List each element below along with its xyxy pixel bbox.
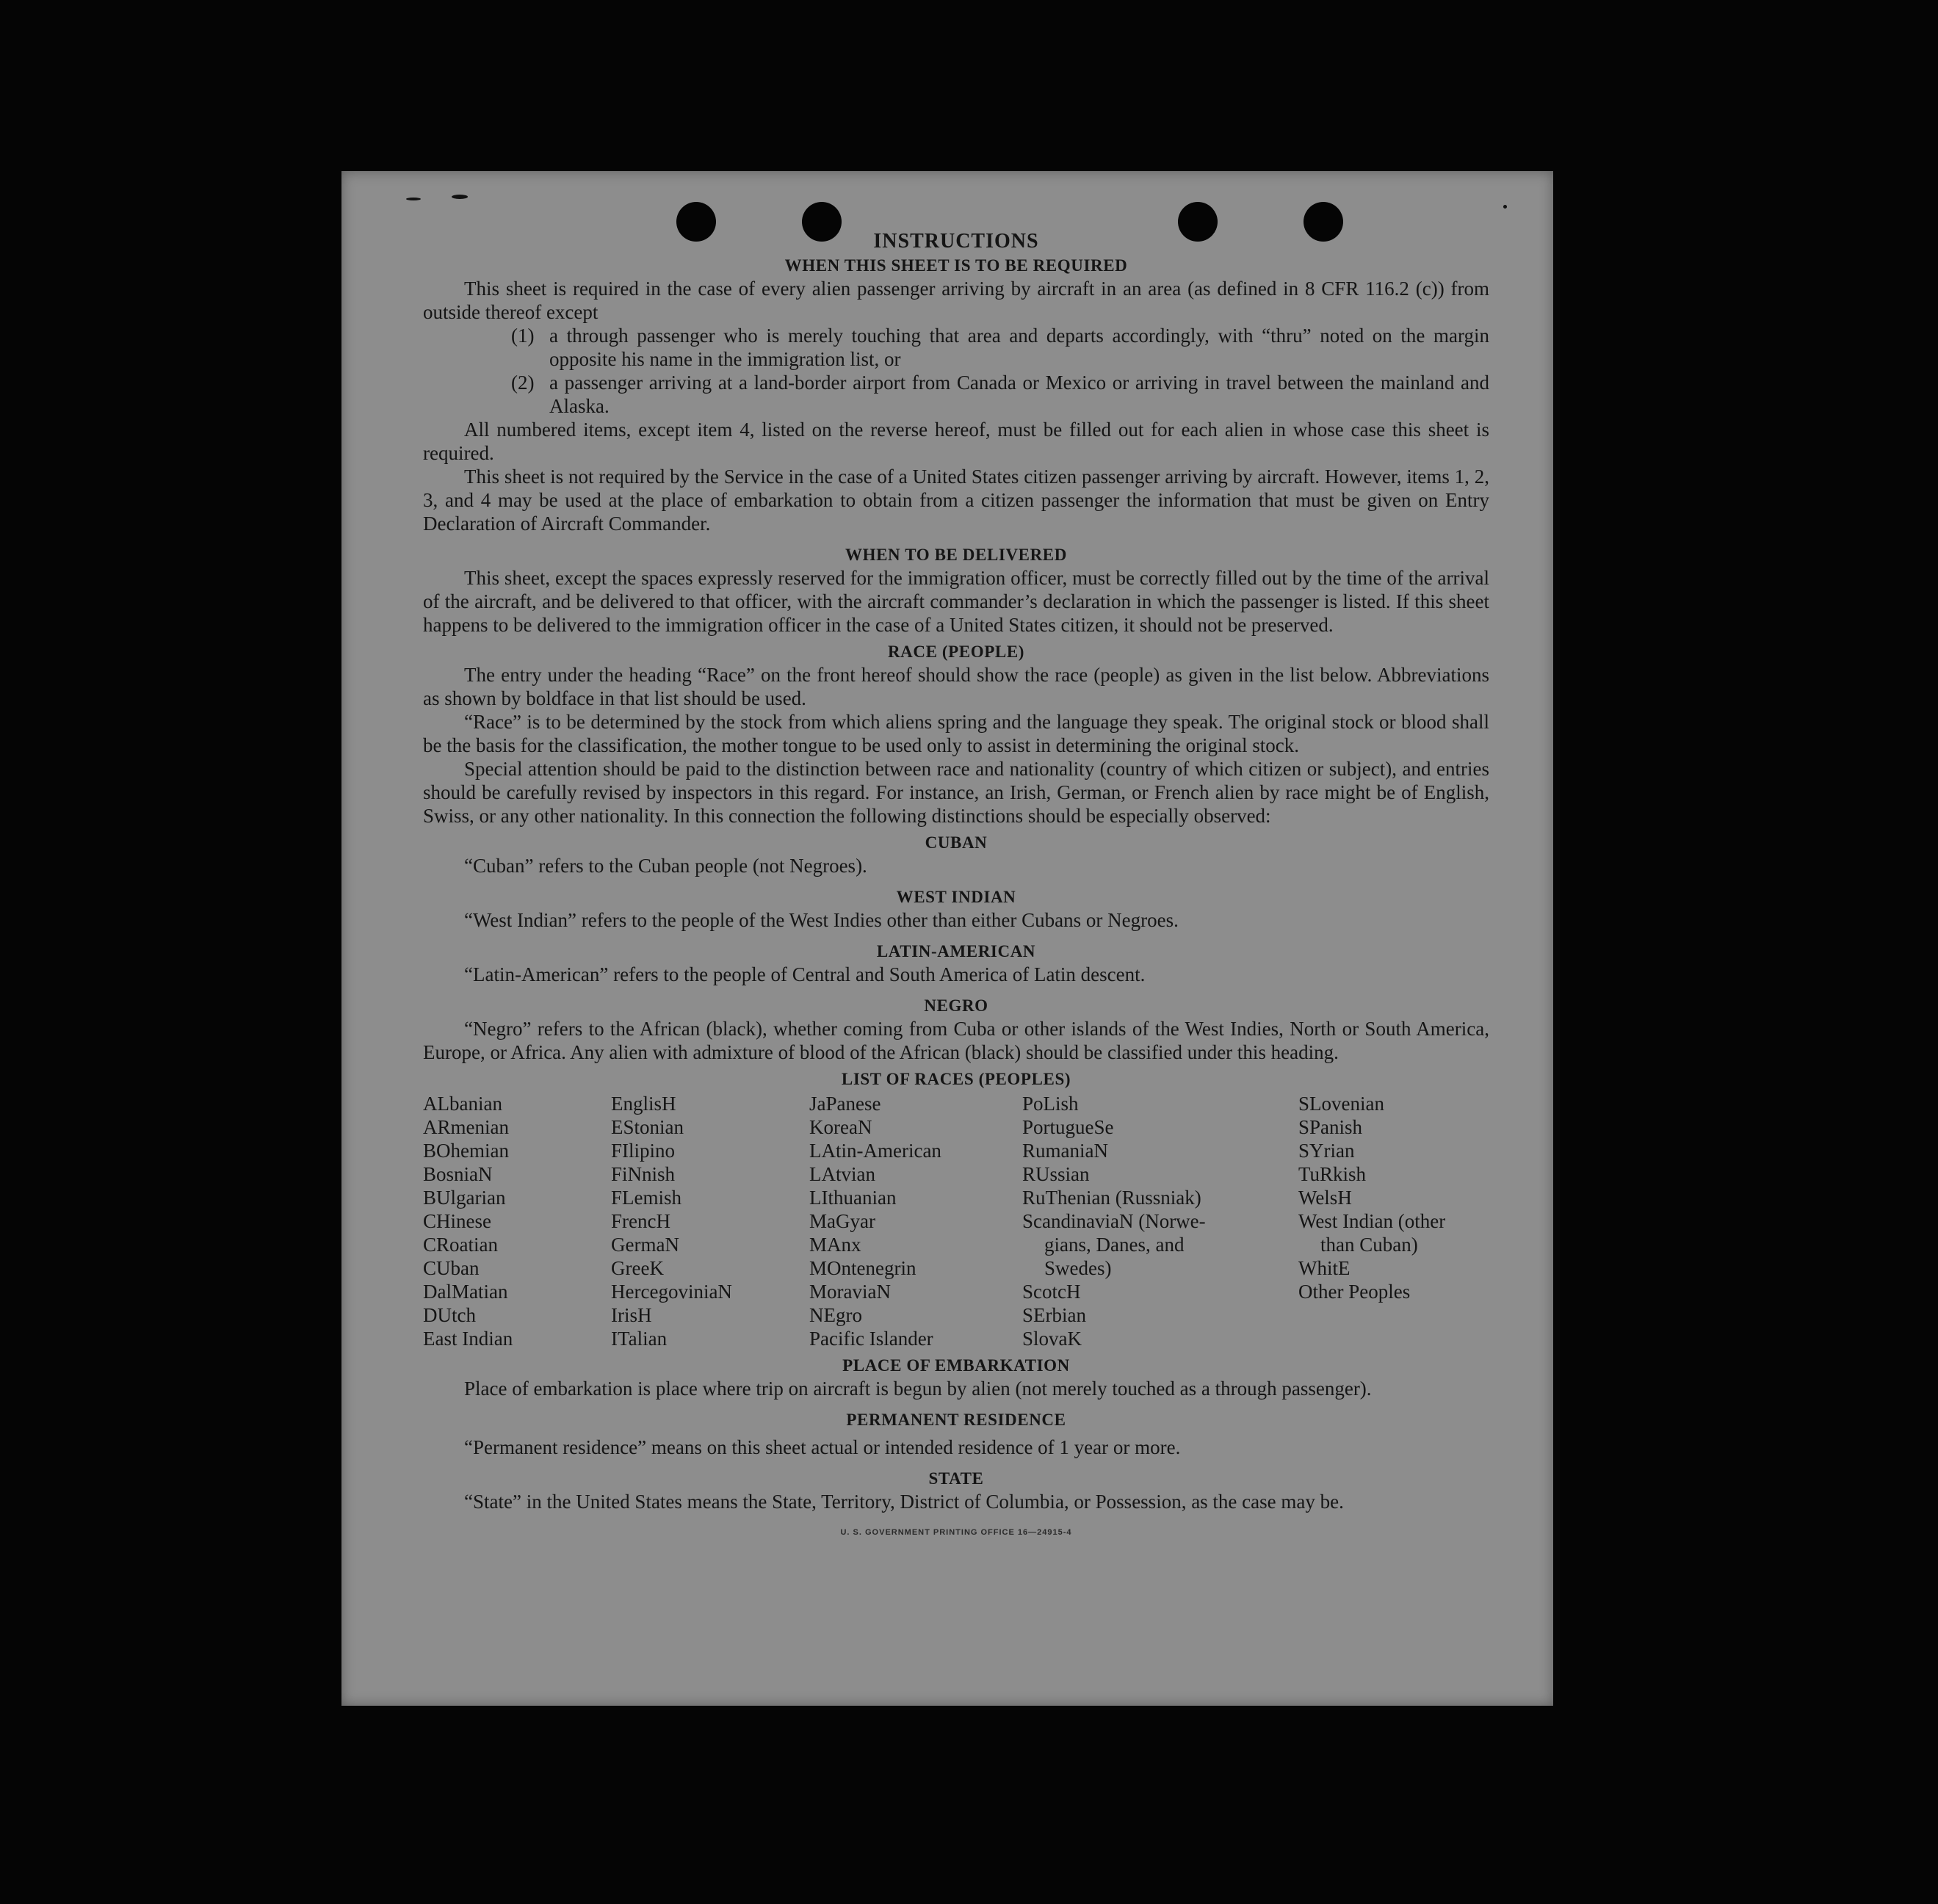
race-entry: CUban (423, 1257, 480, 1279)
paragraph: This sheet is required in the case of every alien passenger arriving by aircraft in an area (as defined in 8 CFR 116.2 (c)) from outside thereof except (423, 278, 1489, 323)
paragraph: Place of embarkation is place where trip on aircraft is begun by alien (not merely touched as a through passenger). (464, 1378, 1372, 1400)
race-entry: BUlgarian (423, 1187, 506, 1209)
race-entry: WelsH (1298, 1187, 1352, 1209)
race-entry: RUssian (1022, 1163, 1090, 1185)
race-entry: NEgro (809, 1304, 862, 1326)
race-entry: CRoatian (423, 1234, 498, 1256)
race-entry: WhitE (1298, 1257, 1351, 1279)
race-entry: LIthuanian (809, 1187, 897, 1209)
race-entry: ScotcH (1022, 1281, 1081, 1303)
paragraph: Special attention should be paid to the distinction between race and nationality (country of which citizen or subject), and entries should be carefully revised by inspectors in this regard. For instance, an Irish, German, or French alien by race might be of English, Swiss, or any other nationality. In this connection the following distinctions should be especially observed: (423, 758, 1489, 827)
heading-negro: NEGRO (924, 996, 988, 1015)
races-column (1298, 1092, 1489, 1350)
races-column (1022, 1092, 1298, 1350)
race-entry: CHinese (423, 1210, 491, 1232)
paragraph: This sheet is not required by the Service in the case of a United States citizen passenger arriving by aircraft. However, items 1, 2, 3, and 4 may be used at the place of embarkation to obtain from a citizen passenger the information that must be given on Entry Declaration of Aircraft Commander. (423, 466, 1489, 535)
race-entry: EStonian (611, 1116, 684, 1138)
ink-speck (406, 198, 421, 200)
heading-permanent-residence: PERMANENT RESIDENCE (846, 1411, 1066, 1429)
race-entry: ARmenian (423, 1116, 509, 1138)
race-entry: LAtin-American (809, 1140, 941, 1162)
heading-when-delivered: WHEN TO BE DELIVERED (845, 546, 1067, 564)
race-entry: MOntenegrin (809, 1257, 916, 1279)
document-sheet (341, 171, 1553, 1706)
race-entry: DalMatian (423, 1281, 508, 1303)
race-entry: HercegoviniaN (611, 1281, 732, 1303)
race-entry: ALbanian (423, 1093, 502, 1115)
race-entry: SLovenian (1298, 1093, 1384, 1115)
race-entry: LAtvian (809, 1163, 875, 1185)
race-entry: Swedes) (1044, 1257, 1112, 1279)
heading-when-required: WHEN THIS SHEET IS TO BE REQUIRED (784, 256, 1128, 275)
race-entry: ScandinaviaN (Norwe- (1022, 1210, 1206, 1232)
race-entry: West Indian (other (1298, 1210, 1446, 1232)
item-text: a through passenger who is merely touching that area and departs accordingly, with “thru” noted on the margin opposite his name in the immigration list, or (549, 325, 1489, 370)
paragraph: “State” in the United States means the State, Territory, District of Columbia, or Possession, as the case may be. (464, 1491, 1344, 1513)
race-entry: FIlipino (611, 1140, 676, 1162)
paragraph: All numbered items, except item 4, listed on the reverse hereof, must be filled out for each alien in whose case this sheet is required. (423, 419, 1489, 464)
paragraph: “Cuban” refers to the Cuban people (not Negroes). (464, 855, 867, 877)
paragraph: “Latin-American” refers to the people of Central and South America of Latin descent. (464, 963, 1146, 985)
paragraph: The entry under the heading “Race” on the front hereof should show the race (people) as given in the list below. Abbreviations as shown by boldface in that list should be used. (423, 664, 1489, 709)
paragraph: “Race” is to be determined by the stock from which aliens spring and the language they speak. The original stock or blood shall be the basis for the classification, the mother tongue to be used only to assist in determining the original stock. (423, 711, 1489, 756)
heading-cuban: CUBAN (925, 833, 988, 852)
race-entry: SErbian (1022, 1304, 1086, 1326)
races-column (809, 1092, 1022, 1350)
heading-race: RACE (PEOPLE) (887, 642, 1025, 661)
instructions-content (423, 228, 1489, 1544)
race-entry: RuThenian (Russniak) (1022, 1187, 1201, 1209)
race-entry: FrencH (611, 1210, 670, 1232)
race-entry: FiNnish (611, 1163, 676, 1185)
printer-imprint: U. S. GOVERNMENT PRINTING OFFICE 16—24915-4 (840, 1528, 1072, 1537)
race-entry: DUtch (423, 1304, 476, 1326)
race-entry: SlovaK (1022, 1328, 1082, 1350)
race-entry: MAnx (809, 1234, 861, 1256)
races-table (423, 1092, 1489, 1350)
heading-list-of-races: LIST OF RACES (PEOPLES) (841, 1070, 1071, 1088)
paragraph: This sheet, except the spaces expressly reserved for the immigration officer, must be correctly filled out by the time of the arrival of the aircraft, and be delivered to that officer, with the aircraft commander’s declaration in which the passenger is listed. If this sheet happens to be delivered to the immigration officer in the case of a United States citizen, it should not be preserved. (423, 567, 1489, 636)
race-entry: IrisH (611, 1304, 652, 1326)
ink-speck (1503, 205, 1507, 209)
race-entry: SPanish (1298, 1116, 1363, 1138)
race-entry: than Cuban) (1320, 1234, 1418, 1256)
list-item (423, 324, 1489, 371)
item-number: (1) (511, 325, 535, 347)
paragraph: “Negro” refers to the African (black), whether coming from Cuba or other islands of the West Indies, North or South America, Europe, or Africa. Any alien with admixture of blood of the African (black) should be classified under this heading. (423, 1018, 1489, 1063)
heading-west-indian: WEST INDIAN (896, 888, 1016, 906)
race-entry: BOhemian (423, 1140, 509, 1162)
paragraph: “Permanent residence” means on this sheet actual or intended residence of 1 year or more. (464, 1436, 1181, 1458)
race-entry: SYrian (1298, 1140, 1355, 1162)
page-title: INSTRUCTIONS (873, 230, 1039, 253)
race-entry: MaGyar (809, 1210, 875, 1232)
race-entry: gians, Danes, and (1044, 1234, 1185, 1256)
race-entry: GreeK (611, 1257, 664, 1279)
race-entry: BosniaN (423, 1163, 493, 1185)
item-number: (2) (511, 372, 535, 394)
paragraph: “West Indian” refers to the people of the West Indies other than either Cubans or Negroes. (464, 909, 1179, 931)
race-entry: KoreaN (809, 1116, 872, 1138)
race-entry: TuRkish (1298, 1163, 1367, 1185)
heading-latin-american: LATIN-AMERICAN (876, 942, 1036, 960)
race-entry: MoraviaN (809, 1281, 891, 1303)
ink-speck (452, 195, 468, 199)
heading-place-of-embarkation: PLACE OF EMBARKATION (842, 1356, 1070, 1375)
race-entry: GermaN (611, 1234, 679, 1256)
item-text: a passenger arriving at a land-border airport from Canada or Mexico or arriving in travel between the mainland and Alaska. (549, 372, 1489, 417)
race-entry: East Indian (423, 1328, 513, 1350)
race-entry: JaPanese (809, 1093, 881, 1115)
race-entry: RumaniaN (1022, 1140, 1108, 1162)
list-item (423, 371, 1489, 418)
race-entry: EnglisH (611, 1093, 676, 1115)
races-column (611, 1092, 809, 1350)
race-entry: PoLish (1022, 1093, 1079, 1115)
heading-state: STATE (928, 1469, 984, 1488)
race-entry: Other Peoples (1298, 1281, 1411, 1303)
race-entry: FLemish (611, 1187, 682, 1209)
race-entry: Pacific Islander (809, 1328, 933, 1350)
races-column (423, 1092, 611, 1350)
race-entry: ITalian (611, 1328, 668, 1350)
race-entry: PortugueSe (1022, 1116, 1114, 1138)
